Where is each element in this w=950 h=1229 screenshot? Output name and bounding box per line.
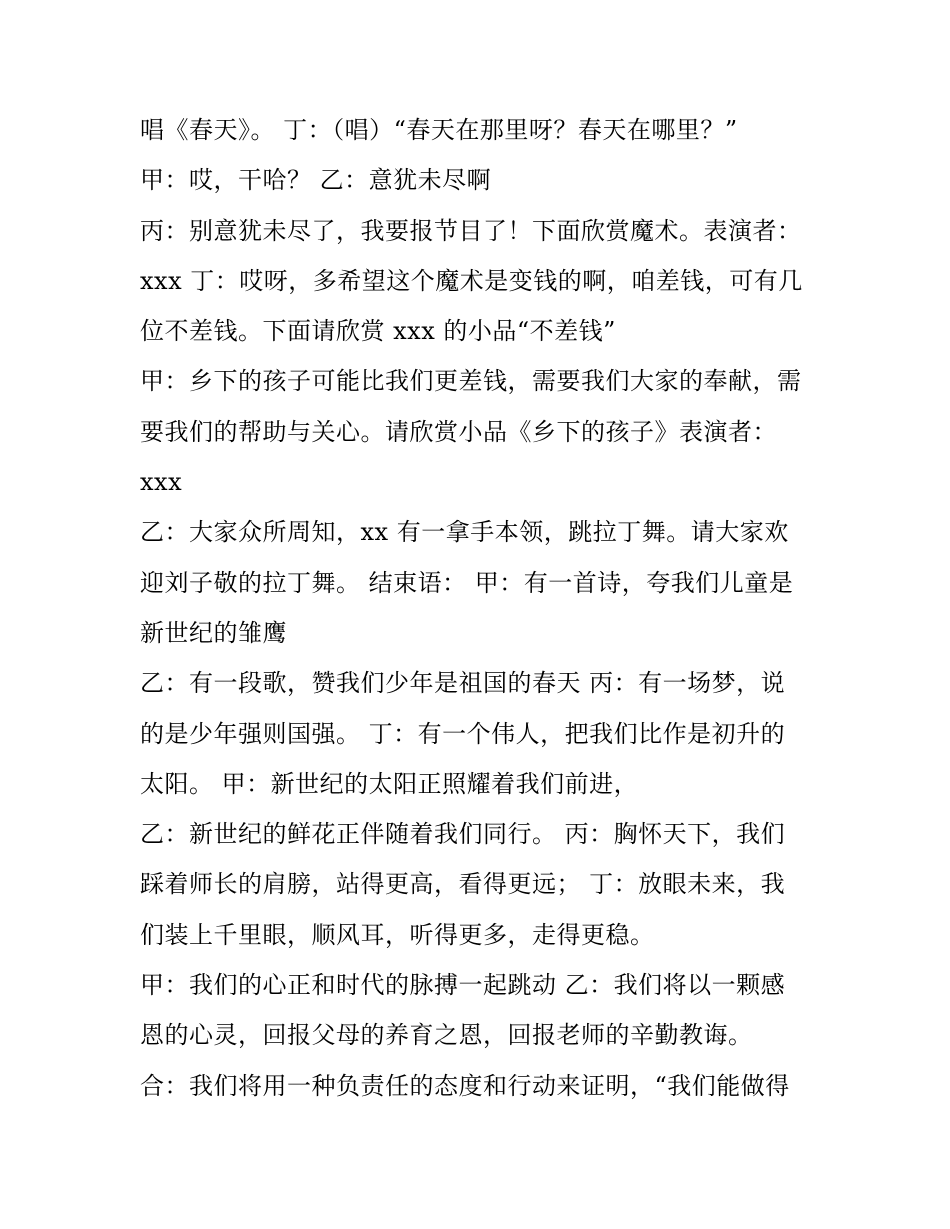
text-line: 乙：大家众所周知，xx 有一拿手本领，跳拉丁舞。请大家欢 bbox=[140, 518, 789, 547]
text-line: 恩的心灵，回报父母的养育之恩，回报老师的辛勤教诲。 bbox=[140, 1021, 753, 1050]
document-body bbox=[140, 105, 830, 1111]
text-line: 踩着师长的肩膀，站得更高，看得更远； 丁：放眼未来，我 bbox=[140, 870, 786, 899]
text-line: 甲：哎，干哈？ 乙：意犹未尽啊 bbox=[140, 166, 492, 195]
text-line: 丙：别意犹未尽了，我要报节目了！下面欣赏魔术。表演者： bbox=[140, 216, 802, 245]
text-line: xxx 丁：哎呀，多希望这个魔术是变钱的啊，咱差钱，可有几 bbox=[140, 266, 803, 295]
text-line: 的是少年强则国强。 丁：有一个伟人，把我们比作是初升的 bbox=[140, 719, 786, 748]
text-line: 乙：有一段歌，赞我们少年是祖国的春天 丙：有一场梦，说 bbox=[140, 669, 786, 698]
text-line: 们装上千里眼，顺风耳，听得更多，走得更稳。 bbox=[140, 920, 655, 949]
text-line: 位不差钱。下面请欣赏 xxx 的小品“不差钱” bbox=[140, 317, 616, 346]
text-line: 新世纪的雏鹰 bbox=[140, 618, 287, 647]
text-line: 甲：我们的心正和时代的脉搏一起跳动 乙：我们将以一颗感 bbox=[140, 971, 786, 1000]
text-line: 甲：乡下的孩子可能比我们更差钱，需要我们大家的奉献，需 bbox=[140, 367, 802, 396]
text-line: 太阳。 甲：新世纪的太阳正照耀着我们前进， bbox=[140, 769, 639, 798]
text-line: 迎刘子敬的拉丁舞。 结束语： 甲：有一首诗，夸我们儿童是 bbox=[140, 568, 794, 597]
text-line: 乙：新世纪的鲜花正伴随着我们同行。 丙：胸怀天下，我们 bbox=[140, 820, 786, 849]
text-line: xxx bbox=[140, 468, 183, 497]
text-line: 要我们的帮助与关心。请欣赏小品《乡下的孩子》表演者： bbox=[140, 417, 777, 446]
text-line: 合：我们将用一种负责任的态度和行动来证明，“我们能做得 bbox=[140, 1071, 790, 1100]
text-line: 唱《春天》。 丁：（唱）“春天在那里呀？春天在哪里？” bbox=[140, 116, 738, 144]
